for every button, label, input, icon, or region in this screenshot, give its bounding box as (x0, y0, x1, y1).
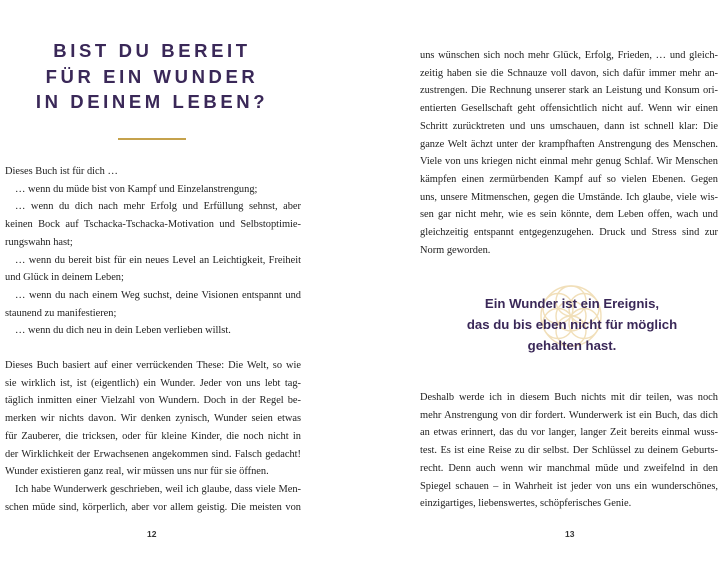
text-line: … wenn du dich neu in dein Leben verlieben willst. (15, 325, 231, 337)
chapter-title-line: BIST DU BEREIT (53, 40, 251, 61)
text-line: merken wir nichts davon. Wir denken zynisch, Wunder seien etwas (5, 413, 301, 425)
text-line: täglich inmitten einer Vielzahl von Wundern. Doch in der Regel be- (5, 395, 301, 407)
text-line: zustrengen. Die Rechnung unserer stark an Leistung und Konsum ori- (420, 85, 718, 97)
text-line: gleichzeitig entspannt entgegenzugehen. Druck und Stress sind zur (420, 227, 718, 239)
text-line: kämpfen einen zermürbenden Kampf auf so vielen Ebenen. Gegen (420, 173, 718, 185)
text-line: Norm geworden. (420, 244, 491, 256)
text-line: … wenn du bereit bist für ein neues Level an Leichtigkeit, Freiheit (15, 254, 301, 266)
text-line: Deshalb werde ich in diesem Buch nichts mit dir teilen, was noch (420, 392, 718, 403)
text-line: Viele von uns kriegen nicht einmal mehr genug Schlaf. Wir Menschen (420, 156, 718, 168)
right-top-paragraph (420, 47, 718, 259)
pull-quote-line: gehalten hast. (527, 338, 617, 353)
text-line: staunend zu manifestieren; (5, 307, 117, 319)
text-line: ganze Welt ächzt unter der krampfhaften Anstrengung des Menschen. (420, 138, 718, 150)
text-line: Spiegel schauen – in Wahrheit ist jeder von uns ein wunderschönes, (420, 480, 718, 492)
chapter-title-line: IN DEINEM LEBEN? (35, 91, 269, 112)
text-line: … wenn du müde bist von Kampf und Einzelanstrengung; (15, 183, 258, 195)
text-line: an etwas erinnert, das du vor langer, langer Zeit bereits einmal wuss- (420, 427, 718, 439)
title-divider-rule (118, 138, 186, 140)
chapter-title (0, 38, 304, 115)
text-line: … wenn du dich nach mehr Erfolg und Erfüllung sehnst, aber (15, 201, 301, 213)
text-line: zeitig haben sie die Schnauze voll davon, sich dafür immer mehr an- (420, 67, 718, 79)
text-line: … wenn du nach einem Weg suchst, deine Visionen entspannt und (15, 289, 301, 301)
chapter-title-line: FÜR EIN WUNDER (45, 65, 259, 87)
intro-list-paragraph (5, 163, 301, 340)
text-line: schen müde sind, körperlich, aber vor allem geistig. Die meisten von (5, 501, 301, 513)
text-line: mehr Anstrengung von dir fordert. Wunderwerk ist ein Buch, das dich (420, 409, 718, 421)
body-paragraph (5, 357, 301, 516)
page-number-left: 12 (147, 529, 157, 539)
pull-quote-line: Ein Wunder ist ein Ereignis, (484, 296, 660, 311)
text-line: keinen Bock auf Tschacka-Tschacka-Motivation und Selbstoptimie- (5, 219, 301, 231)
text-line: Dieses Buch ist für dich … (5, 166, 118, 177)
text-line: sie wirklich ist, ist (eigentlich) ein Wunder. Jeder von uns lebt tag- (5, 377, 301, 389)
page-number-right: 13 (565, 529, 575, 539)
text-line: Dieses Buch basiert auf einer verrückenden These: Die Welt, so wie (5, 360, 301, 371)
text-line: uns, unsere Mitmenschen, gegen die Umstände. Ich glaube, viele wis- (420, 191, 718, 203)
text-line: Wunder existieren ganz real, wir müssen uns nur für sie öffnen. (5, 466, 269, 478)
right-bottom-paragraph (420, 389, 718, 513)
text-line: Ich habe Wunderwerk geschrieben, weil ich glaube, dass viele Men- (15, 483, 301, 495)
text-line: Schritt zurücktreten und uns umschauen, dann ist schnell klar: Die (420, 120, 718, 132)
text-line: einzigartiges, liebenswertes, schöpferisches Genie. (420, 498, 632, 510)
pull-quote (420, 293, 724, 356)
pull-quote-line: das du bis eben nicht für möglich (466, 317, 678, 332)
text-line: und Glück in deinem Leben; (5, 272, 124, 284)
pull-quote-block (420, 268, 724, 364)
text-line: der Wirklichkeit der Erwachsenen angekommen sind. Falsch gedacht! (5, 448, 301, 460)
text-line: uns wünschen sich noch mehr Glück, Erfolg, Frieden, … und gleich- (420, 50, 718, 61)
text-line: für Zauberer, die tricksen, oder für kleine Kinder, die noch nicht in (5, 430, 301, 442)
text-line: rungswahn hast; (5, 236, 73, 248)
text-line: entierten Gesellschaft geht offensichtlich nicht auf. Wenn wir einen (420, 103, 718, 115)
text-line: recht. Denn auch wenn wir manchmal müde und zweifelnd in den (420, 462, 718, 474)
text-line: sen gar nicht mehr, wie es sein könnte, dem Leben offen, wach und (420, 209, 718, 221)
text-line: test. Es ist eine Reise zu dir selbst. Der Schlüssel zu deinem Geburts- (420, 445, 718, 457)
